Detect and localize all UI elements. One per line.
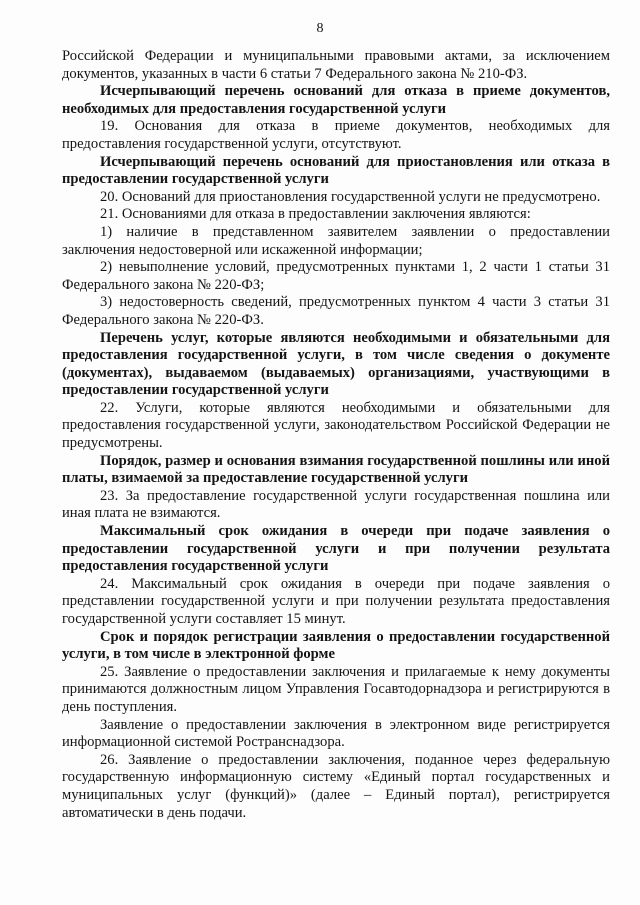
section-heading: Срок и порядок регистрации заявления о предоставлении государственной услуги, в том числе в электронной форме: [62, 628, 610, 663]
paragraph: 20. Оснований для приостановления государственной услуги не предусмотрено.: [100, 188, 601, 205]
section-heading: Максимальный срок ожидания в очереди при подаче заявления о предоставлении государственной услуги и при получении результата предоставления государственной услуги: [62, 523, 610, 575]
paragraph: 22. Услуги, которые являются необходимыми и обязательными для предоставления государственной услуги, законодательством Российской Федерации не предусмотрены.: [62, 399, 610, 452]
section-heading: Исчерпывающий перечень оснований для приостановления или отказа в предоставлении государственной услуги: [62, 153, 610, 188]
paragraph: Заявление о предоставлении заключения в электронном виде регистрируется информационной системой Ространснадзора.: [62, 716, 610, 751]
paragraph: 1) наличие в представленном заявителем заявлении о предоставлении заключения недостоверной или искаженной информации;: [62, 223, 610, 258]
paragraph: 21. Основаниями для отказа в предоставлении заключения являются:: [100, 206, 531, 223]
section-heading: Исчерпывающий перечень оснований для отказа в приеме документов, необходимых для предоставления государственной услуги: [62, 83, 610, 117]
paragraph: 2) невыполнение условий, предусмотренных пунктами 1, 2 части 1 статьи 31 Федерального закона № 220-ФЗ;: [62, 259, 610, 293]
document-body: [62, 48, 610, 822]
section-heading: Перечень услуг, которые являются необходимыми и обязательными для предоставления государственной услуги, в том числе сведения о документе (документах), выдаваемом (выдаваемых) организациями, участвующими в предоставлении государственной услуги: [62, 329, 610, 399]
paragraph: 25. Заявление о предоставлении заключения и прилагаемые к нему документы принимаются должностным лицом Управления Госавтодорнадзора и регистрируются в день поступления.: [62, 663, 610, 715]
section-heading: Порядок, размер и основания взимания государственной пошлины или иной платы, взимаемой за предоставление государственной услуги: [62, 452, 610, 487]
paragraph: 26. Заявление о предоставлении заключения, поданное через федеральную государственную информационную систему «Единый портал государственных и муниципальных услуг (функций)» (далее – Единый портал), регистрируется автоматически в день подачи.: [62, 751, 610, 821]
paragraph: 23. За предоставление государственной услуги государственная пошлина или иная плата не взимаются.: [62, 487, 610, 522]
paragraph: 3) недостоверность сведений, предусмотренных пунктом 4 части 3 статьи 31 Федерального закона № 220-ФЗ.: [62, 294, 610, 328]
paragraph: 24. Максимальный срок ожидания в очереди при подаче заявления о представлении государственной услуги и при получении результата предоставления государственной услуги составляет 15 минут.: [62, 575, 610, 627]
paragraph: Российской Федерации и муниципальными правовыми актами, за исключением документов, указанных в части 6 статьи 7 Федерального закона № 210-ФЗ.: [62, 48, 610, 82]
paragraph: 19. Основания для отказа в приеме документов, необходимых для предоставления государственной услуги, отсутствуют.: [62, 118, 610, 152]
page-number: 8: [316, 21, 324, 36]
